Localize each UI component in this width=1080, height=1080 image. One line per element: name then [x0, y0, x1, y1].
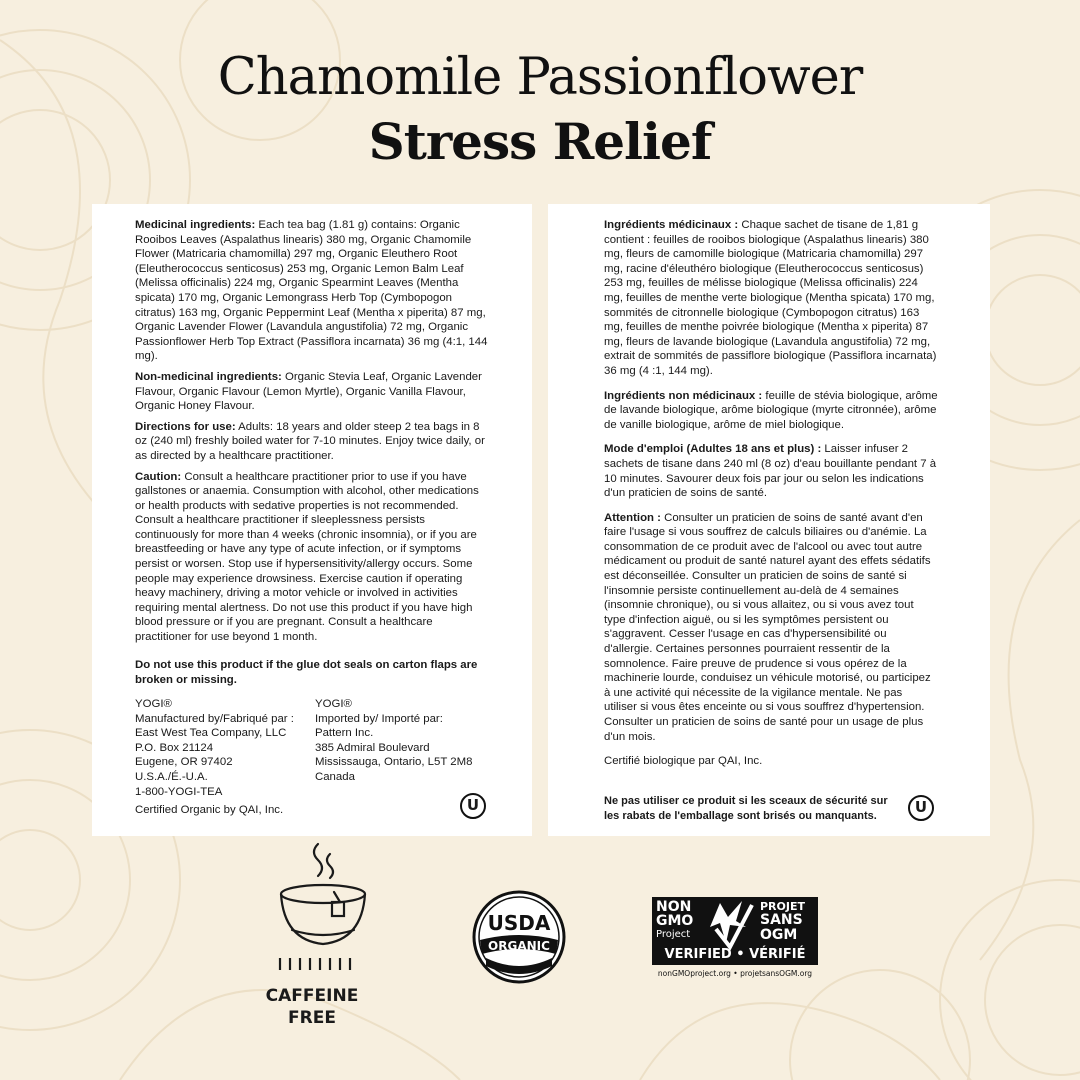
organic-certification-fr: Certifié biologique par QAI, Inc.	[604, 755, 763, 768]
non-medicinal-ingredients-text: Organic Stevia Leaf, Organic Lavender Flavour, Organic Flavour (Lemon Myrtle), Organic Vanilla Flavour, Organic Honey Flavour.	[135, 370, 482, 413]
caution-label-fr: Attention :	[604, 511, 661, 524]
medicinal-ingredients-fr	[604, 218, 938, 379]
directions	[135, 420, 490, 464]
nongmo-right-line2: SANS	[760, 912, 803, 928]
nongmo-right-line3: OGM	[760, 927, 798, 943]
caffeine-free-line1: CAFFEINE	[265, 986, 359, 1006]
caution-label: Caution:	[135, 470, 182, 483]
directions-text: Adults: 18 years and older steep 2 tea bags in 8 oz (240 ml) freshly boiled water for 7-10 minutes. Enjoy twice daily, or as directed by a healthcare practitioner.	[135, 420, 485, 462]
non-medicinal-ingredients-fr	[604, 389, 938, 433]
nongmo-left-line2: GMO	[656, 913, 694, 929]
teacup-icon	[268, 840, 378, 980]
non-medicinal-ingredients-label-fr: Ingrédients non médicinaux :	[604, 389, 763, 402]
product-title: Chamomile Passionflower	[217, 48, 863, 107]
manufacturer-address: YOGI® Manufactured by/Fabriqué par : East West Tea Company, LLC P.O. Box 21124 Eugene, OR 97402 U.S.A./É.-U.A. 1-800-YOGI-TEA	[135, 698, 294, 798]
kosher-icon: U	[460, 793, 486, 819]
seal-warning: Do not use this product if the glue dot seals on carton flaps are broken or missing.	[135, 659, 478, 686]
usda-organic-seal-icon	[472, 890, 566, 984]
directions-label: Directions for use:	[135, 420, 236, 433]
nongmo-urls: nonGMOproject.org • projetsansOGM.org	[657, 969, 813, 978]
non-medicinal-ingredients	[135, 370, 490, 414]
non-medicinal-ingredients-label: Non-medicinal ingredients:	[135, 370, 282, 383]
organic-certification: Certified Organic by QAI, Inc.	[135, 804, 284, 816]
medicinal-ingredients-text-fr: Chaque sachet de tisane de 1,81 g contient : feuilles de rooibos biologique (Aspalathus linearis) 380 mg, fleurs de camomille biologique (Matricaria chamomilla) 297 mg, racine d'éleuthéro biologique (Eleutherococcus senticosus) 253 mg, feuilles de mélisse biologique (Melissa officinalis) 224 mg, feuilles de menthe verte biologique (Mentha spicata) 170 mg, sommités de citronnelle biologique (Cymbopogon citratus) 163 mg, feuilles de menthe poivrée biologique (Mentha x piperita) 87 mg, fleurs de lavande biologique (Lavandula angustifolia) 72 mg, extrait de sommités de passiflore biologique (Passiflora incarnata) 36 mg (4 :1, 144 mg).	[604, 219, 937, 377]
french-label-panel	[548, 204, 990, 836]
medicinal-ingredients-text: Each tea bag (1.81 g) contains: Organic Rooibos Leaves (Aspalathus linearis) 380 mg, Organic Chamomile Flower (Matricaria chamomilla) 297 mg, Organic Eleuthero Root (Eleutherococcus senticosus) 253 mg, Organic Lemon Balm Leaf (Melissa officinalis) 224 mg, Organic Spearmint Leaves (Mentha spicata) 170 mg, Organic Lemongrass Herb Top (Cymbopogon citratus) 163 mg, Organic Peppermint Leaf (Mentha x piperita) 87 mg, Organic Lavender Flower (Lavandula angustifolia) 72 mg, Organic Passionflower Herb Top Extract (Passiflora incarnata) 36 mg (4:1, 144 mg).	[135, 219, 488, 363]
non-gmo-project-verified-seal-icon	[650, 895, 820, 980]
usda-seal-top-text: USDA	[487, 911, 551, 935]
medicinal-ingredients-label-fr: Ingrédients médicinaux :	[604, 219, 739, 231]
caution-fr	[604, 511, 938, 745]
importer-address: YOGI® Imported by/ Importé par: Pattern Inc. 385 Admiral Boulevard Mississauga, Ontario, L5T 2M8 Canada	[315, 698, 473, 783]
nongmo-band-text: VERIFIED • VÉRIFIÉ	[664, 947, 806, 962]
nongmo-left-line3: Project	[656, 929, 691, 940]
english-label-panel	[92, 204, 532, 836]
nongmo-right-line1: PROJET	[760, 900, 805, 913]
medicinal-ingredients	[135, 218, 490, 364]
caffeine-free-label	[262, 985, 362, 1029]
caution	[135, 470, 490, 645]
nongmo-left-line1: NON	[656, 899, 692, 915]
directions-text-fr: Laisser infuser 2 sachets de tisane dans 240 ml (8 oz) d'eau bouillante pendant 7 à 10 minutes. Savourer deux fois par jour ou selon les indications d'un praticien de soins de santé.	[604, 443, 937, 500]
usda-seal-band-text: ORGANIC	[488, 939, 550, 953]
product-subtitle: Stress Relief	[368, 112, 712, 171]
directions-label-fr: Mode d'emploi (Adultes 18 ans et plus) :	[604, 443, 822, 456]
caution-text-fr: Consulter un praticien de soins de santé avant d'en faire l'usage si vous souffrez de calculs biliaires ou d'anémie. La consommation de ce produit avec de l'alcool ou avec tout autre médicament ou produit de santé naturel ayant des effets sédatifs est déconseillée. Consulter un praticien de soins de santé si l'insomnie persiste continuellement au-delà de 4 semaines (insomnie chronique), ou si vous allaitez, ou si vous avez tout type d'infection aiguë, ou si les symptômes persistent ou s'aggravent. Cesser l'usage en cas d'hypersensibilité ou d'allergie. Certaines personnes pourraient ressentir de la somnolence. Faire preuve de prudence si vous opérez de la machinerie lourde, conduisez un véhicule motorisé, ou participez à une activité qui nécessite de la vigilance mentale. Ne pas utiliser si vous êtes enceinte ou si vous souffrez d'hypertension. Consulter un praticien de soins de santé pour un usage de plus d'un mois.	[604, 511, 931, 743]
non-medicinal-ingredients-text-fr: feuille de stévia biologique, arôme de lavande biologique, arôme biologique (myrte citronnée), arôme de vanille biologique, arôme de miel biologique.	[604, 389, 938, 431]
directions-fr	[604, 442, 938, 500]
kosher-icon-fr: U	[908, 795, 934, 821]
seal-warning-fr: Ne pas utiliser ce produit si les sceaux de sécurité sur les rabats de l'emballage sont brisés ou manquants.	[604, 795, 888, 822]
caffeine-free-line2: FREE	[288, 1008, 336, 1028]
caution-text: Consult a healthcare practitioner prior to use if you have gallstones or anaemia. Consumption with alcohol, other medications or health products with sedative properties is not recommended. Consult a healthcare practitioner if sleeplessness persists continuously for more than 4 weeks (chronic insomnia), or if you are breastfeeding or have any type of acute infection, or if symptoms persist or worsen. Stop use if hypersensitivity/allergy occurs. Some people may experience drowsiness. Exercise caution if operating heavy machinery, driving a motor vehicle or involved in activities requiring mental alertness. Do not use this product if you have high blood pressure or if you are pregnant. Consult a healthcare practitioner for use beyond 1 month.	[135, 470, 479, 644]
medicinal-ingredients-label: Medicinal ingredients:	[135, 219, 256, 231]
